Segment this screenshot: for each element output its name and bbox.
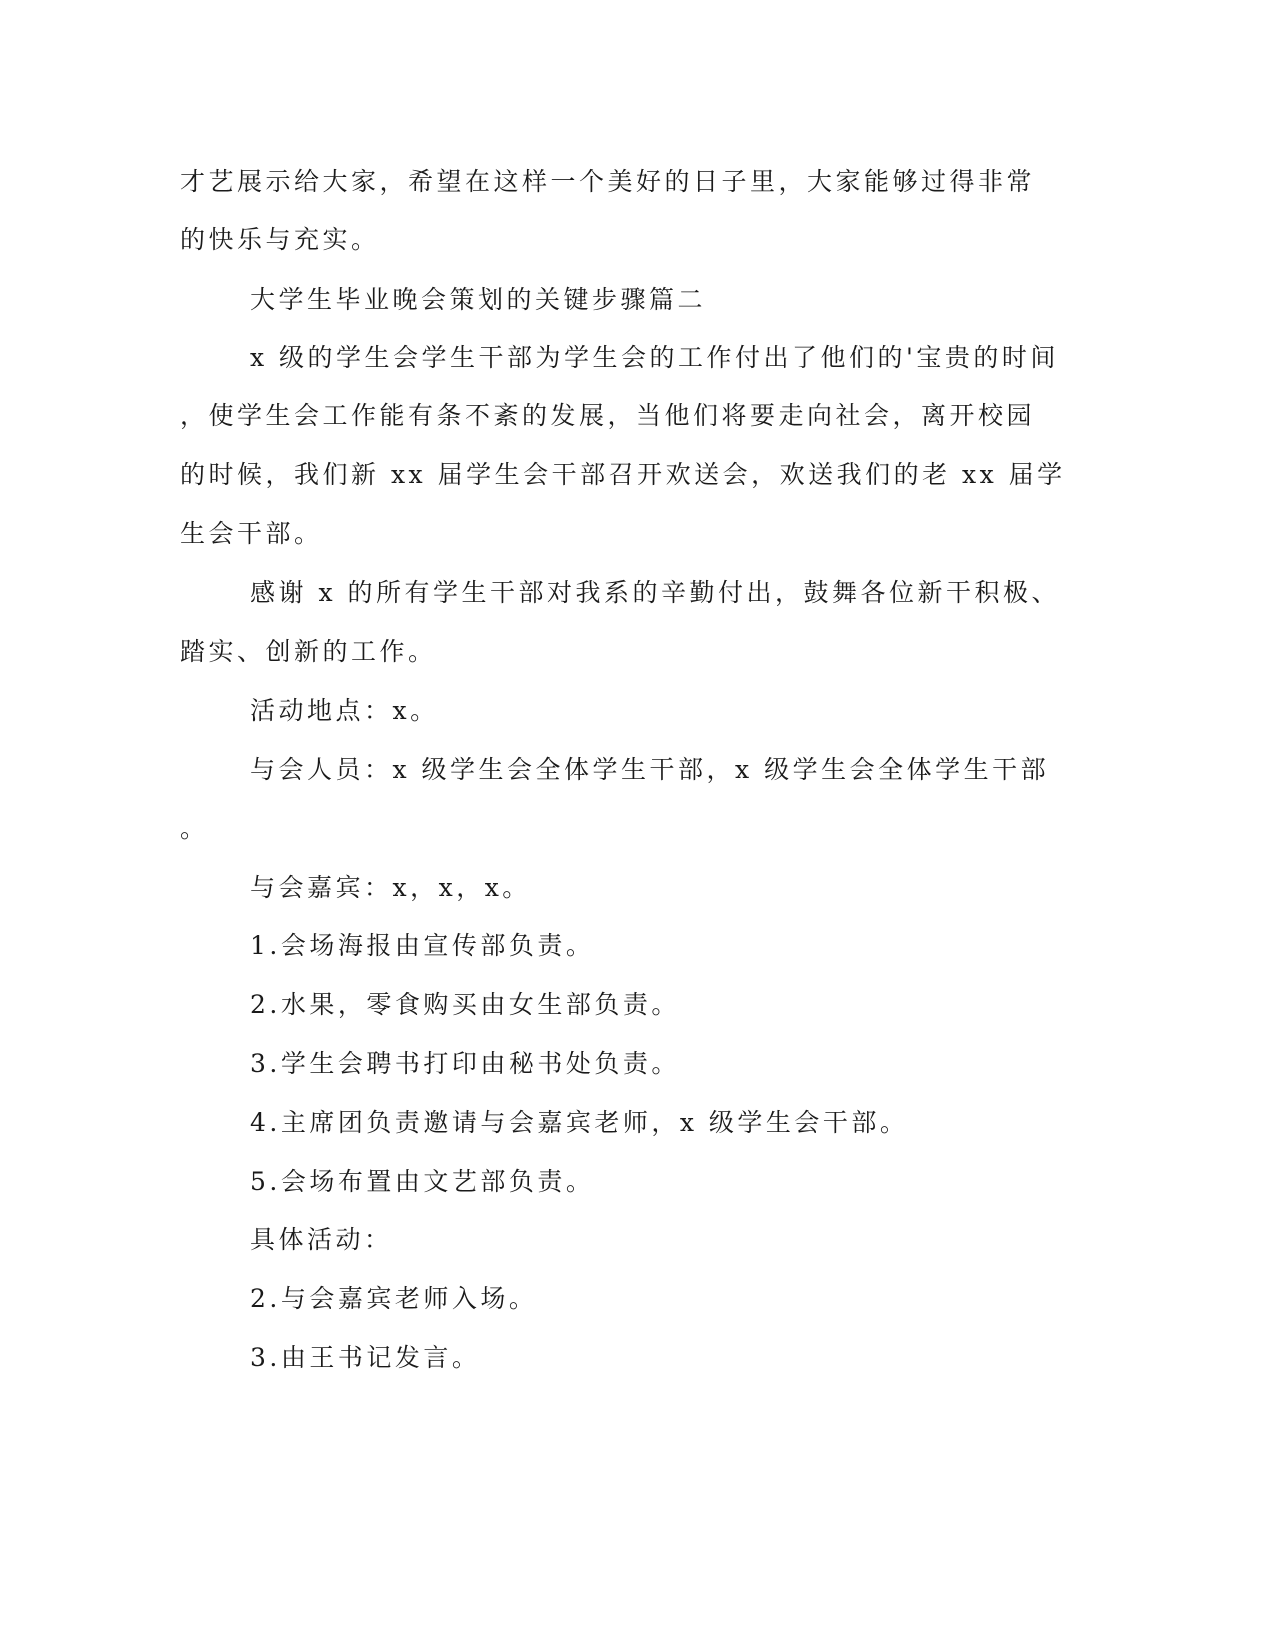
text-line: 与会嘉宾：x，x，x。 (250, 873, 531, 902)
text-line: 。 (180, 814, 209, 843)
list-item: 3.学生会聘书打印由秘书处负责。 (250, 1049, 680, 1078)
list-item: 4.主席团负责邀请与会嘉宾老师，x 级学生会干部。 (250, 1108, 909, 1137)
list-item: 3.由王书记发言。 (250, 1343, 481, 1372)
text-line: 感谢 x 的所有学生干部对我系的辛勤付出，鼓舞各位新干积极、 (250, 578, 1060, 607)
section-heading: 大学生毕业晚会策划的关键步骤篇二 (250, 285, 707, 314)
text-line: 才艺展示给大家，希望在这样一个美好的日子里，大家能够过得非常 (180, 167, 1036, 196)
text-line: 的时候，我们新 xx 届学生会干部召开欢送会，欢送我们的老 xx 届学 (180, 460, 1066, 489)
text-line: ，使学生会工作能有条不紊的发展，当他们将要走向社会，离开校园 (180, 401, 1036, 430)
text-line: 具体活动： (250, 1225, 393, 1254)
text-line: 的快乐与充实。 (180, 225, 380, 254)
list-item: 5.会场布置由文艺部负责。 (250, 1167, 595, 1196)
list-item: 2.与会嘉宾老师入场。 (250, 1284, 538, 1313)
list-item: 1.会场海报由宣传部负责。 (250, 931, 595, 960)
text-line: x 级的学生会学生干部为学生会的工作付出了他们的'宝贵的时间 (250, 343, 1059, 372)
text-line: 踏实、创新的工作。 (180, 637, 437, 666)
text-line: 活动地点：x。 (250, 696, 439, 725)
text-line: 与会人员：x 级学生会全体学生干部，x 级学生会全体学生干部 (250, 755, 1050, 784)
text-line: 生会干部。 (180, 519, 323, 548)
list-item: 2.水果，零食购买由女生部负责。 (250, 990, 680, 1019)
